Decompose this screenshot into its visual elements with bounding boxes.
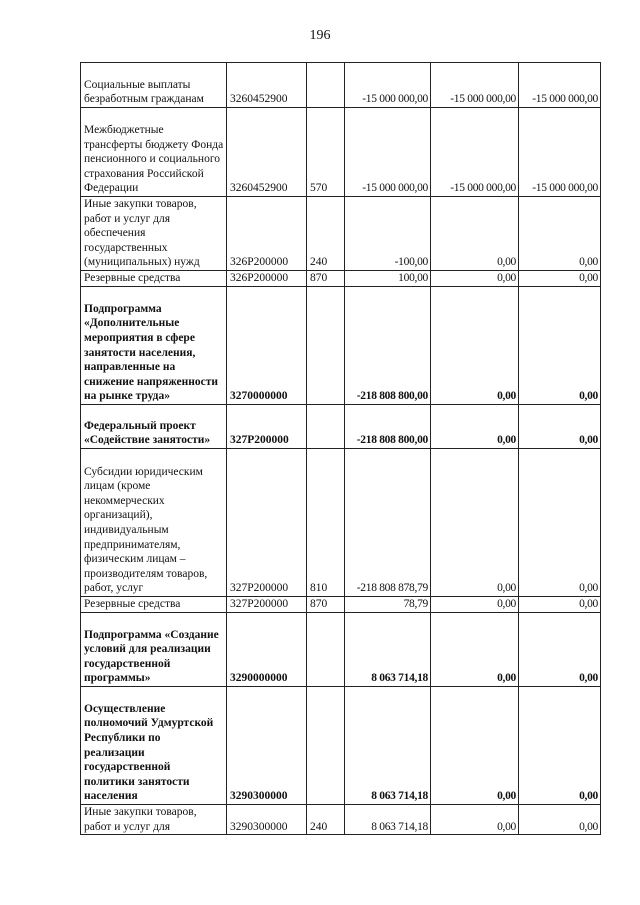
- row-amount-year-3: 0,00: [519, 805, 601, 835]
- budget-table: [80, 62, 601, 835]
- row-amount-year-3: -15 000 000,00: [519, 63, 601, 108]
- table-row: [81, 271, 601, 287]
- row-amount-year-3: 0,00: [519, 613, 601, 687]
- row-expense-type: [307, 63, 345, 108]
- row-target-code: 3290300000: [227, 805, 307, 835]
- row-amount-year-3: 0,00: [519, 449, 601, 597]
- table-row: [81, 449, 601, 597]
- row-name: Федеральный проект «Содействие занятости»: [81, 405, 227, 449]
- row-amount-year-2: -15 000 000,00: [431, 63, 519, 108]
- table-row: [81, 597, 601, 613]
- row-amount-year-2: 0,00: [431, 449, 519, 597]
- table-row: [81, 63, 601, 108]
- row-amount-year-3: 0,00: [519, 271, 601, 287]
- row-expense-type: 240: [307, 805, 345, 835]
- row-amount-year-1: 8 063 714,18: [345, 613, 431, 687]
- row-amount-year-2: 0,00: [431, 805, 519, 835]
- row-amount-year-1: -218 808 800,00: [345, 287, 431, 405]
- row-expense-type: [307, 613, 345, 687]
- row-target-code: 327Р200000: [227, 449, 307, 597]
- row-name: Осуществление полномочий Удмуртской Республики по реализации государственной политики занятости населения: [81, 687, 227, 805]
- row-target-code: 326Р200000: [227, 197, 307, 271]
- row-target-code: 3290300000: [227, 687, 307, 805]
- row-amount-year-2: 0,00: [431, 197, 519, 271]
- row-name: Иные закупки товаров, работ и услуг для обеспечения государственных (муниципальных) нужд: [81, 197, 227, 271]
- row-amount-year-2: -15 000 000,00: [431, 108, 519, 197]
- row-target-code: 3260452900: [227, 108, 307, 197]
- row-expense-type: 240: [307, 197, 345, 271]
- row-amount-year-1: -100,00: [345, 197, 431, 271]
- table-row: [81, 108, 601, 197]
- row-amount-year-3: 0,00: [519, 687, 601, 805]
- row-target-code: 326Р200000: [227, 271, 307, 287]
- row-expense-type: 570: [307, 108, 345, 197]
- row-expense-type: [307, 287, 345, 405]
- row-target-code: 3290000000: [227, 613, 307, 687]
- row-amount-year-1: 8 063 714,18: [345, 805, 431, 835]
- row-expense-type: 870: [307, 597, 345, 613]
- table-row: [81, 805, 601, 835]
- table-row: [81, 687, 601, 805]
- row-name: Подпрограмма «Создание условий для реализации государственной программы»: [81, 613, 227, 687]
- row-amount-year-2: 0,00: [431, 271, 519, 287]
- row-amount-year-1: -218 808 878,79: [345, 449, 431, 597]
- table-row: [81, 197, 601, 271]
- row-expense-type: 810: [307, 449, 345, 597]
- row-name: Резервные средства: [81, 597, 227, 613]
- row-name: Подпрограмма «Дополнительные мероприятия в сфере занятости населения, направленные на снижение напряженности на рынке труда»: [81, 287, 227, 405]
- row-amount-year-2: 0,00: [431, 597, 519, 613]
- row-amount-year-2: 0,00: [431, 613, 519, 687]
- row-amount-year-1: -15 000 000,00: [345, 63, 431, 108]
- row-amount-year-3: 0,00: [519, 197, 601, 271]
- row-amount-year-1: -15 000 000,00: [345, 108, 431, 197]
- row-amount-year-1: -218 808 800,00: [345, 405, 431, 449]
- page-number: 196: [309, 28, 331, 43]
- row-amount-year-3: -15 000 000,00: [519, 108, 601, 197]
- row-amount-year-2: 0,00: [431, 405, 519, 449]
- row-name: Иные закупки товаров, работ и услуг для: [81, 805, 227, 835]
- row-target-code: 327Р200000: [227, 597, 307, 613]
- row-target-code: 327Р200000: [227, 405, 307, 449]
- row-amount-year-1: 8 063 714,18: [345, 687, 431, 805]
- row-name: Резервные средства: [81, 271, 227, 287]
- row-expense-type: [307, 687, 345, 805]
- row-name: Социальные выплаты безработным гражданам: [81, 63, 227, 108]
- row-name: Субсидии юридическим лицам (кроме некоммерческих организаций), индивидуальным предпринимателям, физическим лицам – производителям товаров, работ, услуг: [81, 449, 227, 597]
- table-row: [81, 405, 601, 449]
- row-target-code: 3260452900: [227, 63, 307, 108]
- row-amount-year-2: 0,00: [431, 687, 519, 805]
- table-row: [81, 613, 601, 687]
- row-name: Межбюджетные трансферты бюджету Фонда пенсионного и социального страхования Российской Федерации: [81, 108, 227, 197]
- budget-table-body: [81, 63, 601, 835]
- row-expense-type: [307, 405, 345, 449]
- row-amount-year-3: 0,00: [519, 405, 601, 449]
- row-expense-type: 870: [307, 271, 345, 287]
- table-row: [81, 287, 601, 405]
- row-amount-year-3: 0,00: [519, 597, 601, 613]
- row-amount-year-3: 0,00: [519, 287, 601, 405]
- row-amount-year-2: 0,00: [431, 287, 519, 405]
- row-target-code: 3270000000: [227, 287, 307, 405]
- row-amount-year-1: 100,00: [345, 271, 431, 287]
- row-amount-year-1: 78,79: [345, 597, 431, 613]
